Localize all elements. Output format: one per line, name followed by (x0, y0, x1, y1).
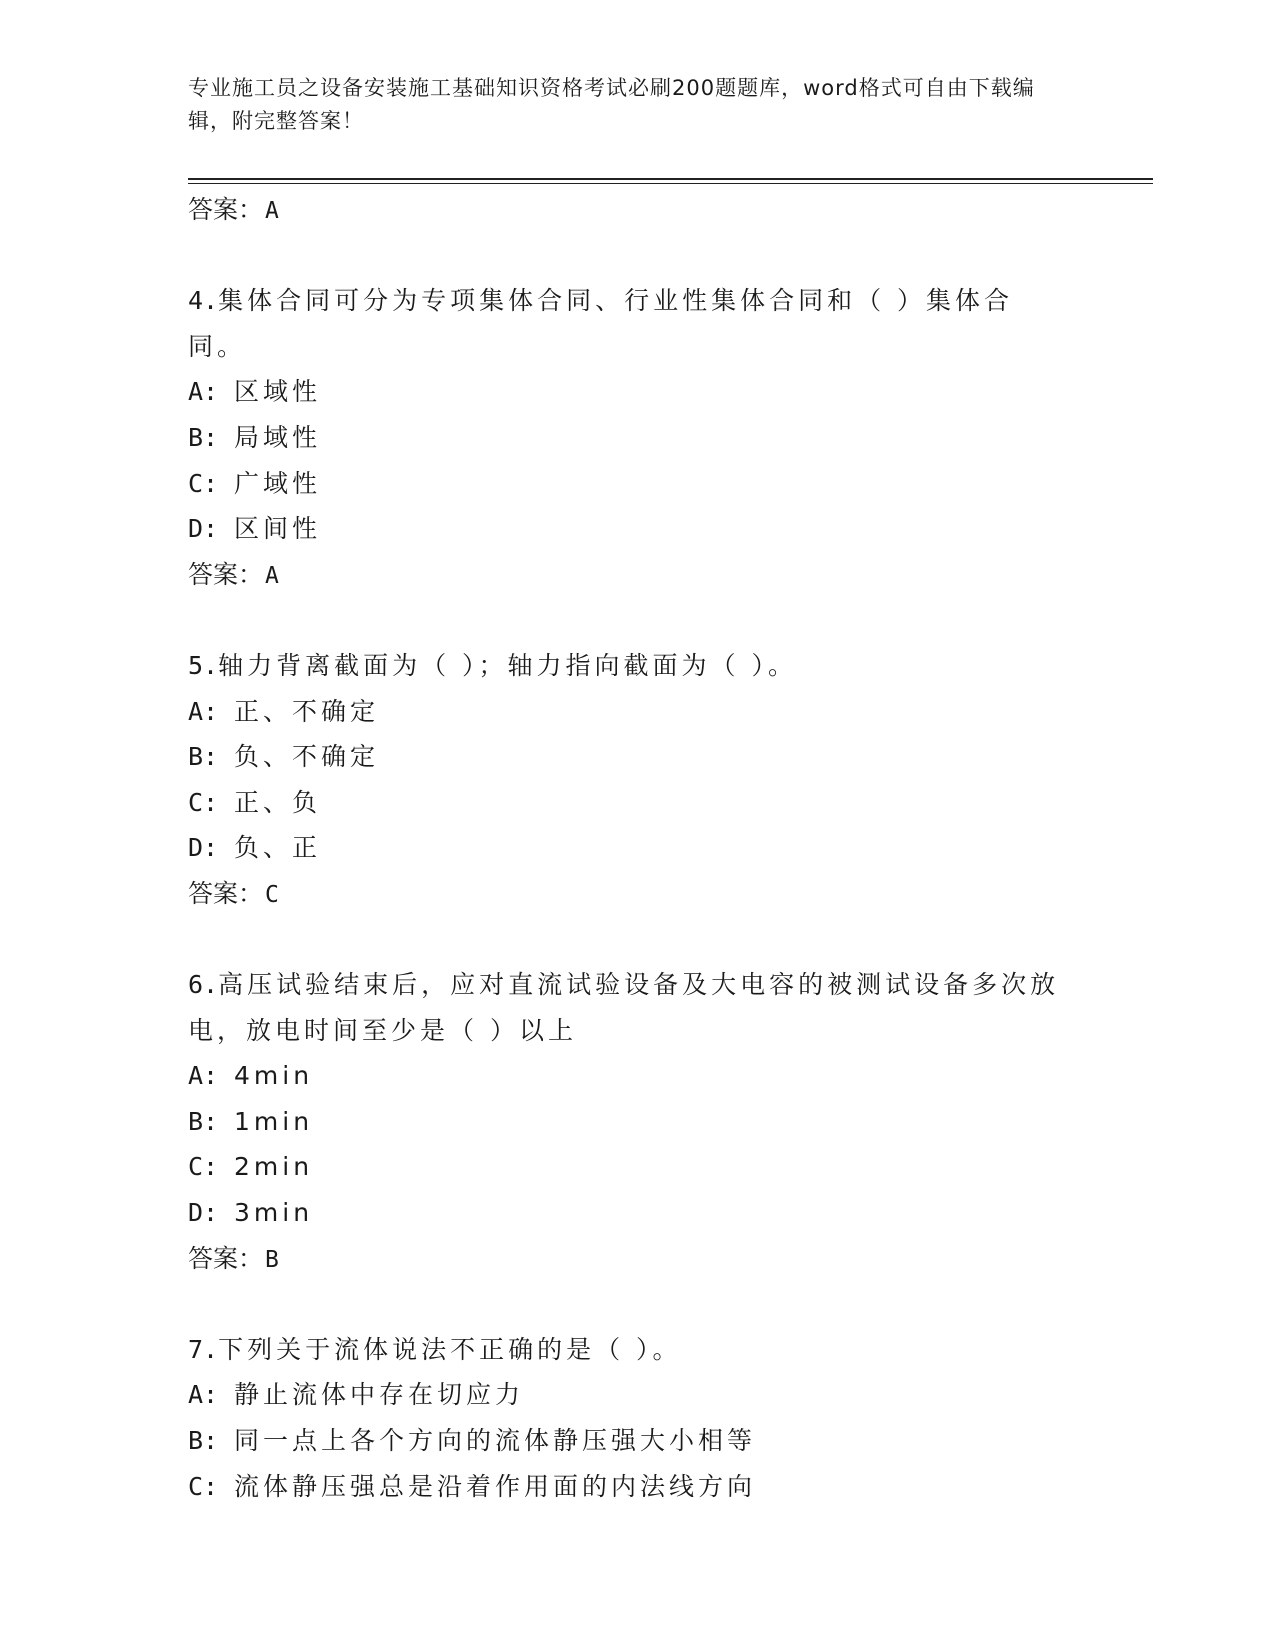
answer-line (188, 187, 1088, 233)
option-key: A: (188, 1061, 219, 1091)
answer-letter: A (265, 198, 279, 224)
option-line (188, 506, 1088, 552)
option-text: 静止流体中存在切应力 (234, 1380, 525, 1410)
option-line (188, 1190, 1088, 1236)
option-text: 流体静压强总是沿着作用面的内法线方向 (234, 1471, 757, 1501)
option-text: 同一点上各个方向的流体静压强大小相等 (234, 1426, 757, 1456)
option-text: 广域性 (234, 468, 322, 498)
question-number: 6. (188, 970, 219, 1000)
option-line (188, 415, 1088, 461)
answer-line (188, 871, 1088, 917)
option-text: 正、不确定 (234, 696, 380, 726)
option-key: D: (188, 1198, 219, 1228)
option-text: 正、负 (234, 787, 322, 817)
option-line (188, 461, 1088, 507)
answer-letter: B (265, 1246, 279, 1273)
option-line (188, 1099, 1088, 1145)
spacer (188, 1281, 1088, 1327)
answer-prefix: 答案： (188, 1243, 264, 1273)
option-line (188, 369, 1088, 415)
option-key: B: (188, 422, 219, 452)
question-stem: 集体合同可分为专项集体合同、行业性集体合同和（ ）集体合同。 (188, 286, 1014, 361)
option-key: B: (188, 1426, 219, 1456)
answer-letter: A (265, 562, 279, 589)
option-text: 局域性 (234, 422, 322, 452)
option-key: B: (188, 1106, 219, 1136)
question-stem: 轴力背离截面为（ ）；轴力指向截面为（ ）。 (218, 650, 798, 680)
option-text: 3min (234, 1198, 314, 1228)
question-number: 4. (188, 286, 219, 316)
option-key: C: (188, 468, 219, 498)
answer-prefix: 答案： (188, 559, 264, 589)
answer-prefix: 答案： (188, 878, 264, 908)
answer-line (188, 1236, 1088, 1282)
option-text: 负、不确定 (234, 742, 380, 772)
question-list (188, 187, 1088, 1509)
spacer (188, 917, 1088, 963)
answer-prefix: 答案： (188, 195, 264, 224)
spacer (188, 233, 1088, 279)
option-key: A: (188, 377, 219, 407)
option-text: 区间性 (234, 514, 322, 544)
option-key: B: (188, 742, 219, 772)
answer-line (188, 552, 1088, 598)
option-line (188, 1464, 1088, 1510)
option-key: A: (188, 696, 219, 726)
option-text: 4min (234, 1061, 314, 1091)
spacer (188, 597, 1088, 643)
option-line (188, 780, 1088, 826)
option-key: C: (188, 787, 219, 817)
question-text (188, 1327, 1068, 1373)
question-text (188, 643, 1068, 689)
option-line (188, 825, 1088, 871)
option-key: C: (188, 1471, 219, 1501)
option-key: D: (188, 833, 219, 863)
question-text (188, 962, 1068, 1053)
answer-letter: C (265, 881, 279, 908)
option-key: A: (188, 1380, 219, 1410)
header-rule-thick (188, 178, 1153, 180)
option-text: 2min (234, 1152, 314, 1182)
question-stem: 高压试验结束后，应对直流试验设备及大电容的被测试设备多次放电，放电时间至少是（ ）以上 (188, 970, 1060, 1045)
option-line (188, 1372, 1088, 1418)
option-line (188, 1053, 1088, 1099)
question-text (188, 278, 1068, 369)
option-line (188, 1144, 1088, 1190)
question-number: 5. (188, 650, 219, 680)
option-text: 负、正 (234, 833, 322, 863)
option-line (188, 1418, 1088, 1464)
question-stem: 下列关于流体说法不正确的是（ ）。 (218, 1334, 682, 1364)
option-key: D: (188, 514, 219, 544)
question-number: 7. (188, 1334, 219, 1364)
header-rule-thin (188, 183, 1153, 184)
document-header: 专业施工员之设备安装施工基础知识资格考试必刷200题题库，word格式可自由下载编辑，附完整答案！ (188, 76, 1035, 133)
option-key: C: (188, 1152, 219, 1182)
option-text: 区域性 (234, 377, 322, 407)
option-line (188, 734, 1088, 780)
option-line (188, 689, 1088, 735)
option-text: 1min (234, 1106, 314, 1136)
